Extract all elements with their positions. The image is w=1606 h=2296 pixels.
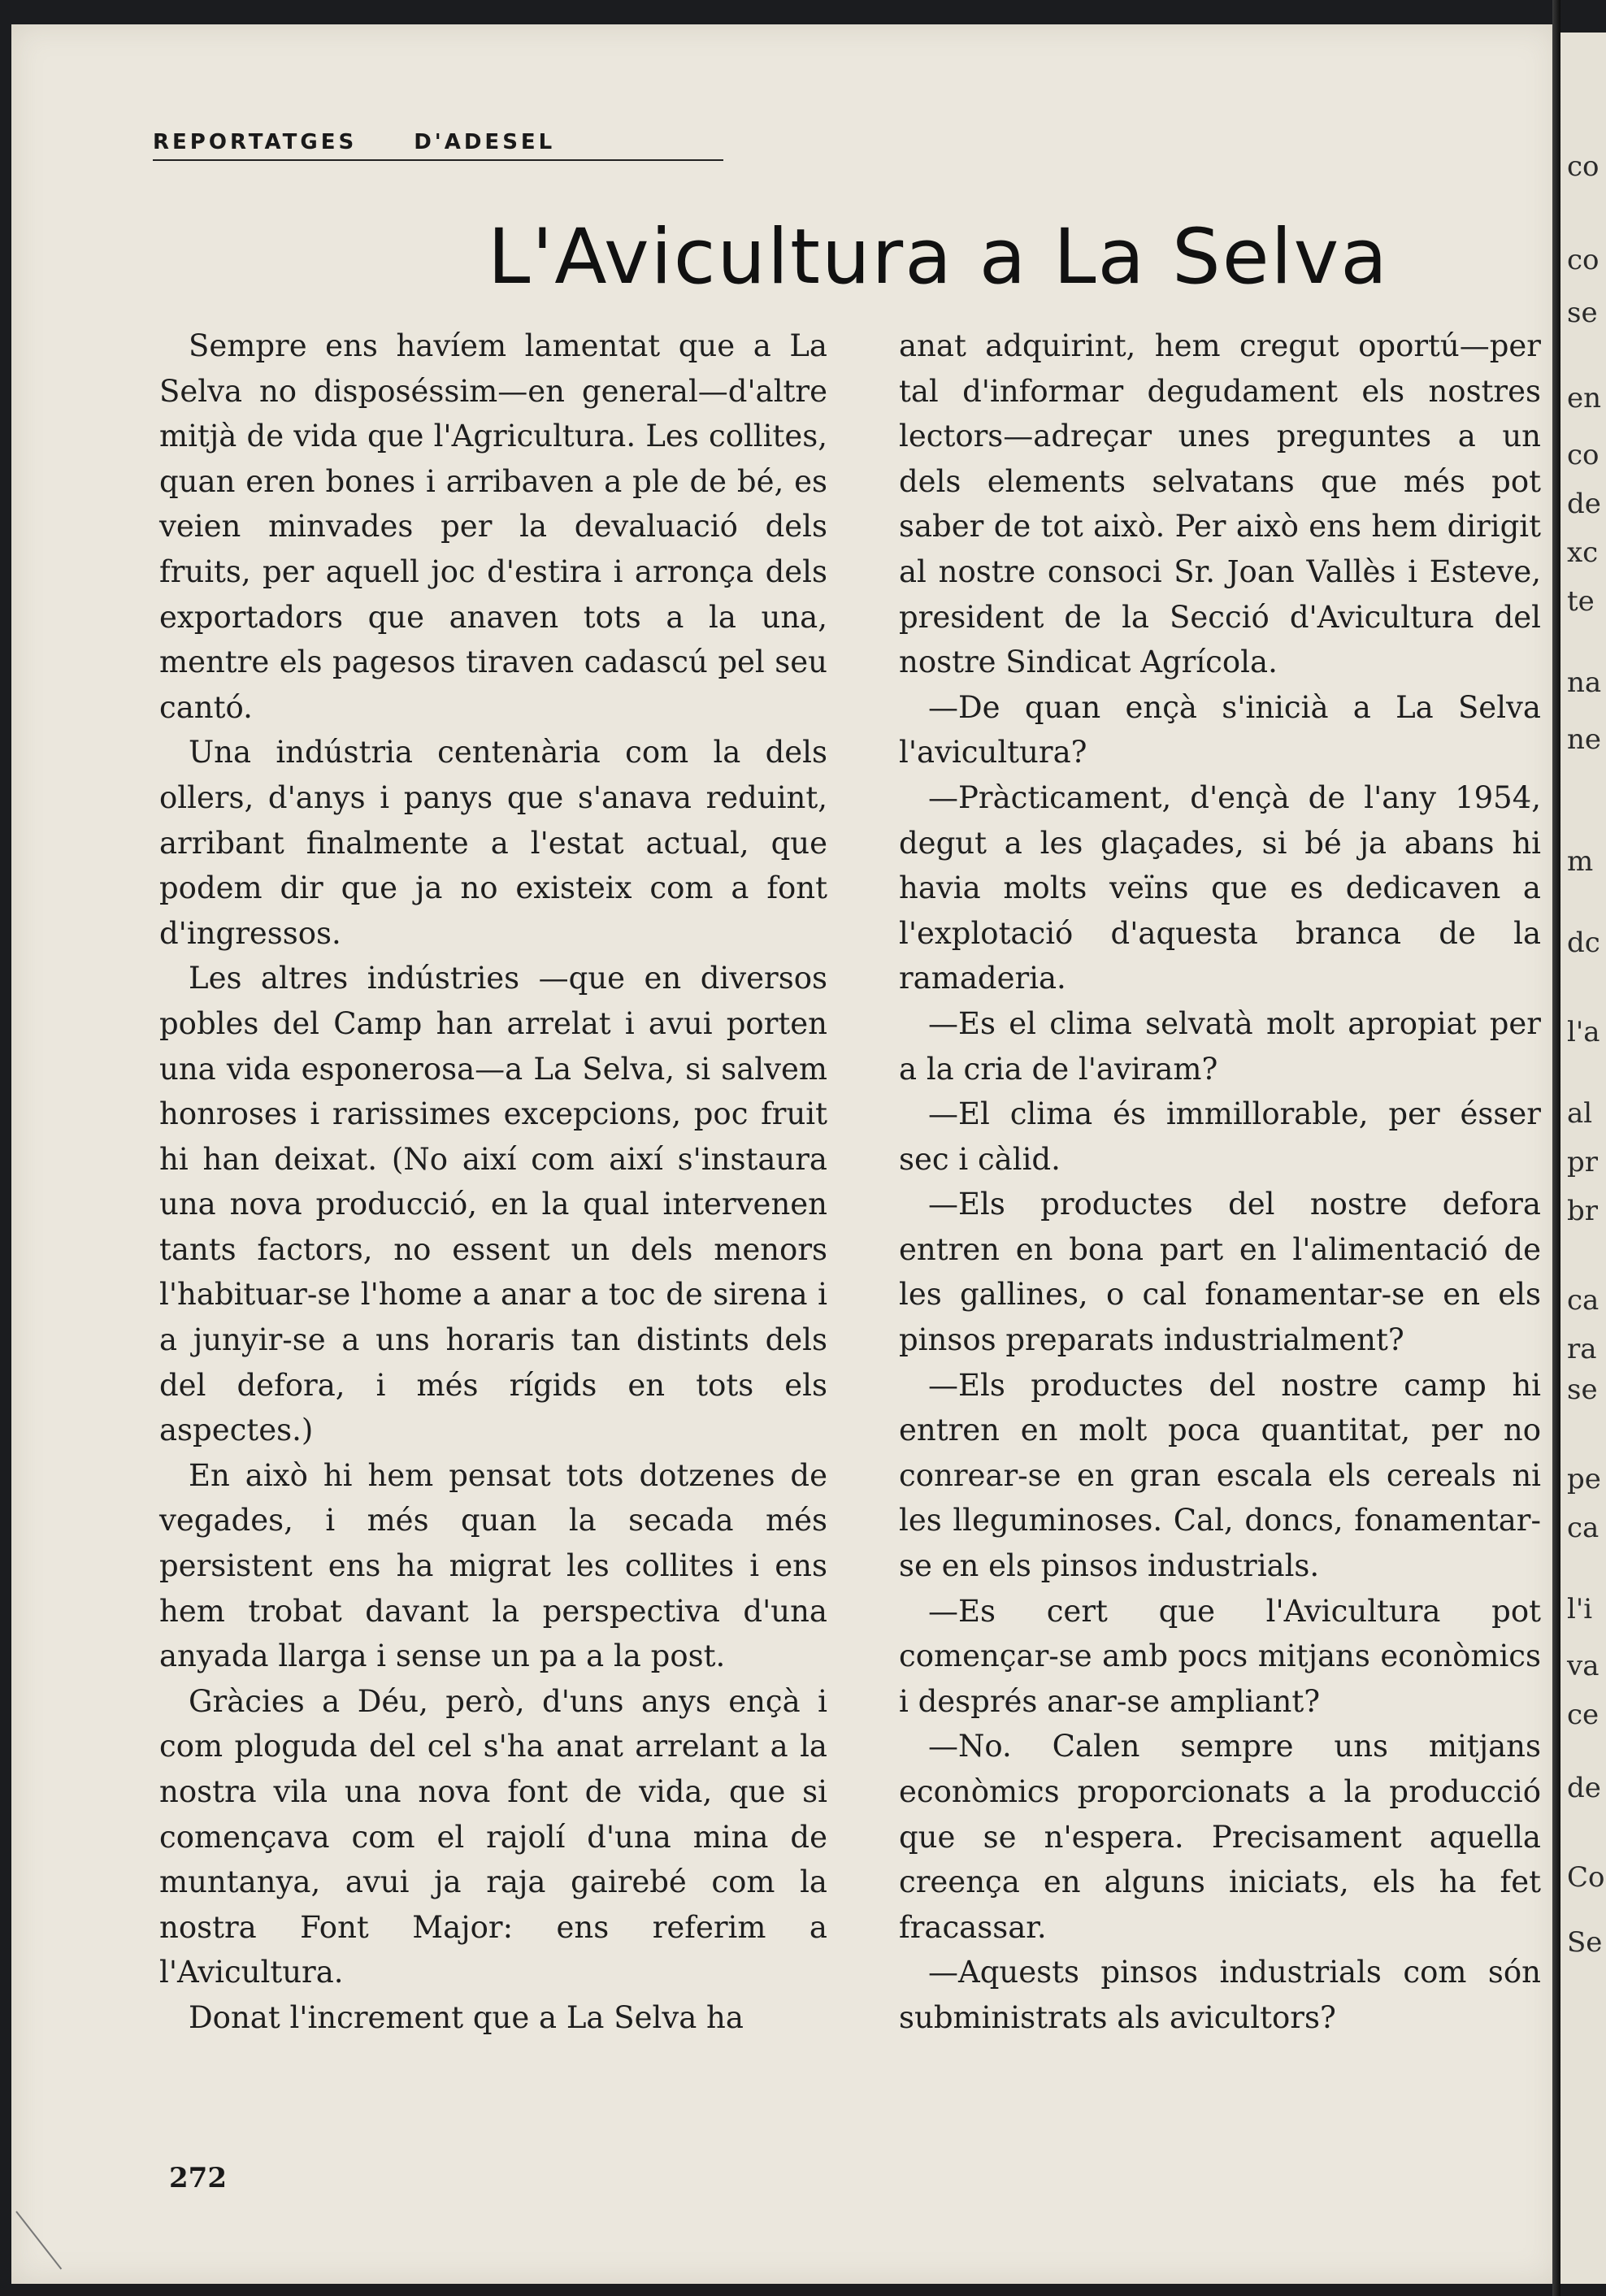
next-page-fragment: al (1567, 1097, 1593, 1130)
question: —Es el clima selvatà molt apropiat per a la cria de l'aviram? (899, 1005, 1541, 1087)
paragraph: Una indústria centenària com la dels ollers, d'anys i panys que s'anava reduint, arribant finalmente a l'estat actual, que podem dir que ja no existeix com a font d'ingressos. (159, 735, 827, 951)
next-page-fragment: en (1567, 382, 1602, 414)
question: —De quan ençà s'inicià a La Selva l'avicultura? (899, 689, 1541, 770)
next-page-fragment: ce (1567, 1699, 1599, 1731)
binding-gutter (1552, 0, 1560, 2296)
next-page-fragment: ne (1567, 723, 1602, 756)
paragraph: anat adquirint, hem cregut oportú—per tal d'informar degudament els nostres lectors—adreçar unes preguntes a un dels elements selvatans que més pot saber de tot això. Per això ens hem dirigit al nostre consoci Sr. Joan Vallès i Esteve, president de la Secció d'Avicultura del nostre Sindicat Agrícola. (899, 328, 1541, 680)
next-page-fragment: co (1567, 150, 1599, 183)
right-column (899, 323, 1541, 2041)
next-page-fragment: br (1567, 1195, 1599, 1227)
next-page-fragment: ra (1567, 1333, 1597, 1365)
next-page-fragment: ca (1567, 1512, 1599, 1544)
answer: —Els productes del nostre camp hi entren en molt poca quantitat, per no conrear-se en gran escala els cereals ni les lleguminoses. Cal, doncs, fonamentar-se en els pinsos industrials. (899, 1367, 1541, 1584)
next-page-fragment: de (1567, 488, 1601, 520)
next-page-fragment: l'i (1567, 1593, 1593, 1625)
paragraph: Sempre ens havíem lamentat que a La Selva no disposéssim—en general—d'altre mitjà de vida que l'Agricultura. Les collites, quan eren bones i arribaven a ple de bé, es veien minvades per la devaluació dels fruits, per aquell joc d'estira i arronça dels exportadors que anaven tots a la una, mentre els pagesos tiraven cadascú pel seu cantó. (159, 328, 827, 725)
next-page-fragment: pr (1567, 1146, 1599, 1178)
section-header (153, 130, 723, 161)
answer: —El clima és immillorable, per ésser sec i càlid. (899, 1096, 1541, 1177)
answer: —No. Calen sempre uns mitjans econòmics proporcionats a la producció que se n'espera. Precisament aquella creença en alguns iniciats, els ha fet fracassar. (899, 1729, 1541, 1945)
next-page-fragment: va (1567, 1650, 1599, 1682)
section-label: REPORTATGES (153, 130, 358, 154)
paragraph: Gràcies a Déu, però, d'uns anys ençà i com ploguda del cel s'ha anat arrelant a la nostra vila una nova font de vida, que si començava com el rajolí d'una mina de muntanya, avui ja raja gairebé com la nostra Font Major: ens referim a l'Avicultura. (159, 1683, 827, 1990)
next-page-fragment: m (1567, 845, 1594, 878)
paragraph: En això hi hem pensat tots dotzenes de vegades, i més quan la secada més persistent ens ha migrat les collites i ens hem trobat davant la perspectiva d'una anyada llarga i sense un pa a la post. (159, 1457, 827, 1674)
next-page-fragment: co (1567, 439, 1599, 471)
next-page-fragment: se (1567, 1374, 1598, 1406)
section-source: D'ADESEL (414, 130, 556, 154)
adjacent-page-strip (1560, 33, 1606, 2284)
left-column (159, 323, 827, 2041)
question: —Es cert que l'Avicultura pot començar-se amb pocs mitjans econòmics i després anar-se ampliant? (899, 1593, 1541, 1719)
paragraph: Donat l'increment que a La Selva ha (189, 1999, 744, 2035)
next-page-fragment: pe (1567, 1463, 1601, 1495)
next-page-fragment: co (1567, 244, 1599, 276)
next-page-fragment: xc (1567, 536, 1599, 569)
next-page-fragment: dc (1567, 927, 1600, 959)
answer: —Pràcticament, d'ençà de l'any 1954, degut a les glaçades, si bé ja abans hi havia molts veïns que es dedicaven a l'explotació d'aquesta branca de la ramaderia. (899, 779, 1541, 996)
article-title: L'Avicultura a La Selva (488, 213, 1389, 302)
next-page-fragment: se (1567, 297, 1598, 329)
next-page-fragment: de (1567, 1772, 1601, 1804)
next-page-fragment: na (1567, 666, 1602, 699)
next-page-fragment: te (1567, 585, 1595, 618)
paragraph: Les altres indústries —que en diversos pobles del Camp han arrelat i avui porten una vida esponerosa—a La Selva, si salvem honroses i rarissimes excepcions, poc fruit hi han deixat. (No així com així s'instaura una nova producció, en la qual intervenen tants factors, no essent un dels menors l'habituar-se l'home a anar a toc de sirena i a junyir-se a uns horaris tan distints dels del defora, i més rígids en tots els aspectes.) (159, 961, 827, 1448)
next-page-fragment: Se (1567, 1926, 1603, 1959)
next-page-fragment: ca (1567, 1284, 1599, 1317)
question: —Aquests pinsos industrials com són subministrats als avicultors? (899, 1955, 1541, 2035)
question: —Els productes del nostre defora entren en bona part en l'alimentació de les gallines, o cal fonamentar-se en els pinsos preparats industrialment? (899, 1187, 1541, 1358)
page-number: 272 (169, 2162, 227, 2194)
next-page-fragment: l'a (1567, 1016, 1600, 1048)
next-page-fragment: Co (1567, 1861, 1605, 1894)
